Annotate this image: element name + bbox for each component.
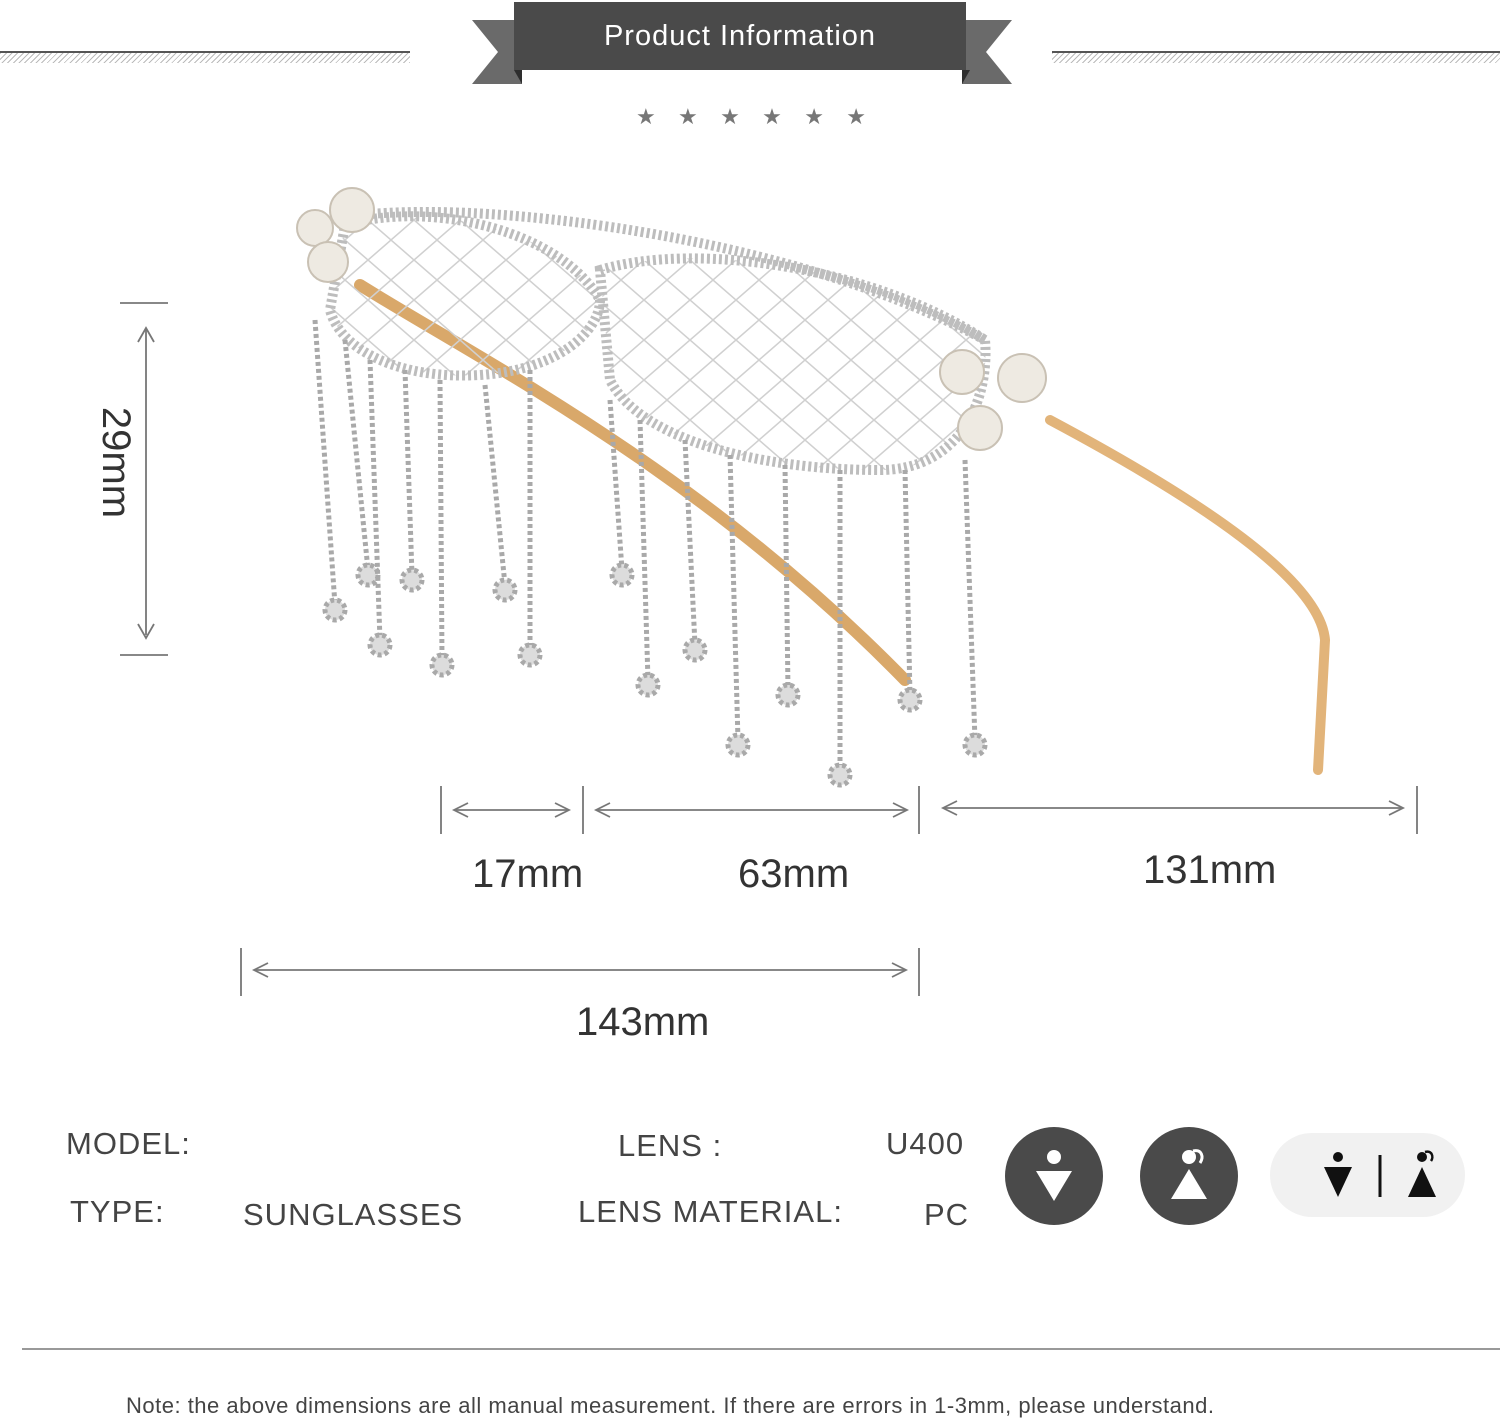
male-icon [1005,1127,1103,1225]
header-divider-left [0,51,410,63]
footer-divider [22,1348,1500,1350]
header-ribbon [472,2,1012,86]
star-row [636,104,866,134]
product-illustration [0,140,1500,820]
lens-material-value: PC [924,1197,970,1232]
lens-width-dimension: 63mm [738,852,850,896]
height-dimension: 29mm [94,406,139,519]
lens-label: LENS : [618,1128,723,1163]
temple-length-dimension: 131mm [1143,848,1277,892]
lens-material-label: LENS MATERIAL: [578,1194,843,1229]
page-title: Product Information [514,2,966,70]
unisex-icon [1270,1133,1465,1217]
right-lens [600,258,986,470]
star-icon: ★ [636,104,656,129]
lens-value: U400 [886,1126,965,1161]
star-icon: ★ [678,104,698,129]
star-icon: ★ [804,104,824,129]
measurement-note: Note: the above dimensions are all manual measurement. If there are errors in 1-3mm, please understand. [126,1393,1215,1418]
frame-width-dimension: 143mm [576,1000,710,1044]
bridge-dimension: 17mm [472,852,584,896]
star-icon: ★ [762,104,782,129]
star-icon: ★ [846,104,866,129]
header-divider-right [1052,51,1500,63]
star-icon: ★ [720,104,740,129]
female-icon [1140,1127,1238,1225]
model-label: MODEL: [66,1126,191,1161]
right-temple [1050,420,1325,770]
type-label: TYPE: [70,1194,165,1229]
type-value: SUNGLASSES [243,1197,464,1232]
left-lens [330,216,600,375]
